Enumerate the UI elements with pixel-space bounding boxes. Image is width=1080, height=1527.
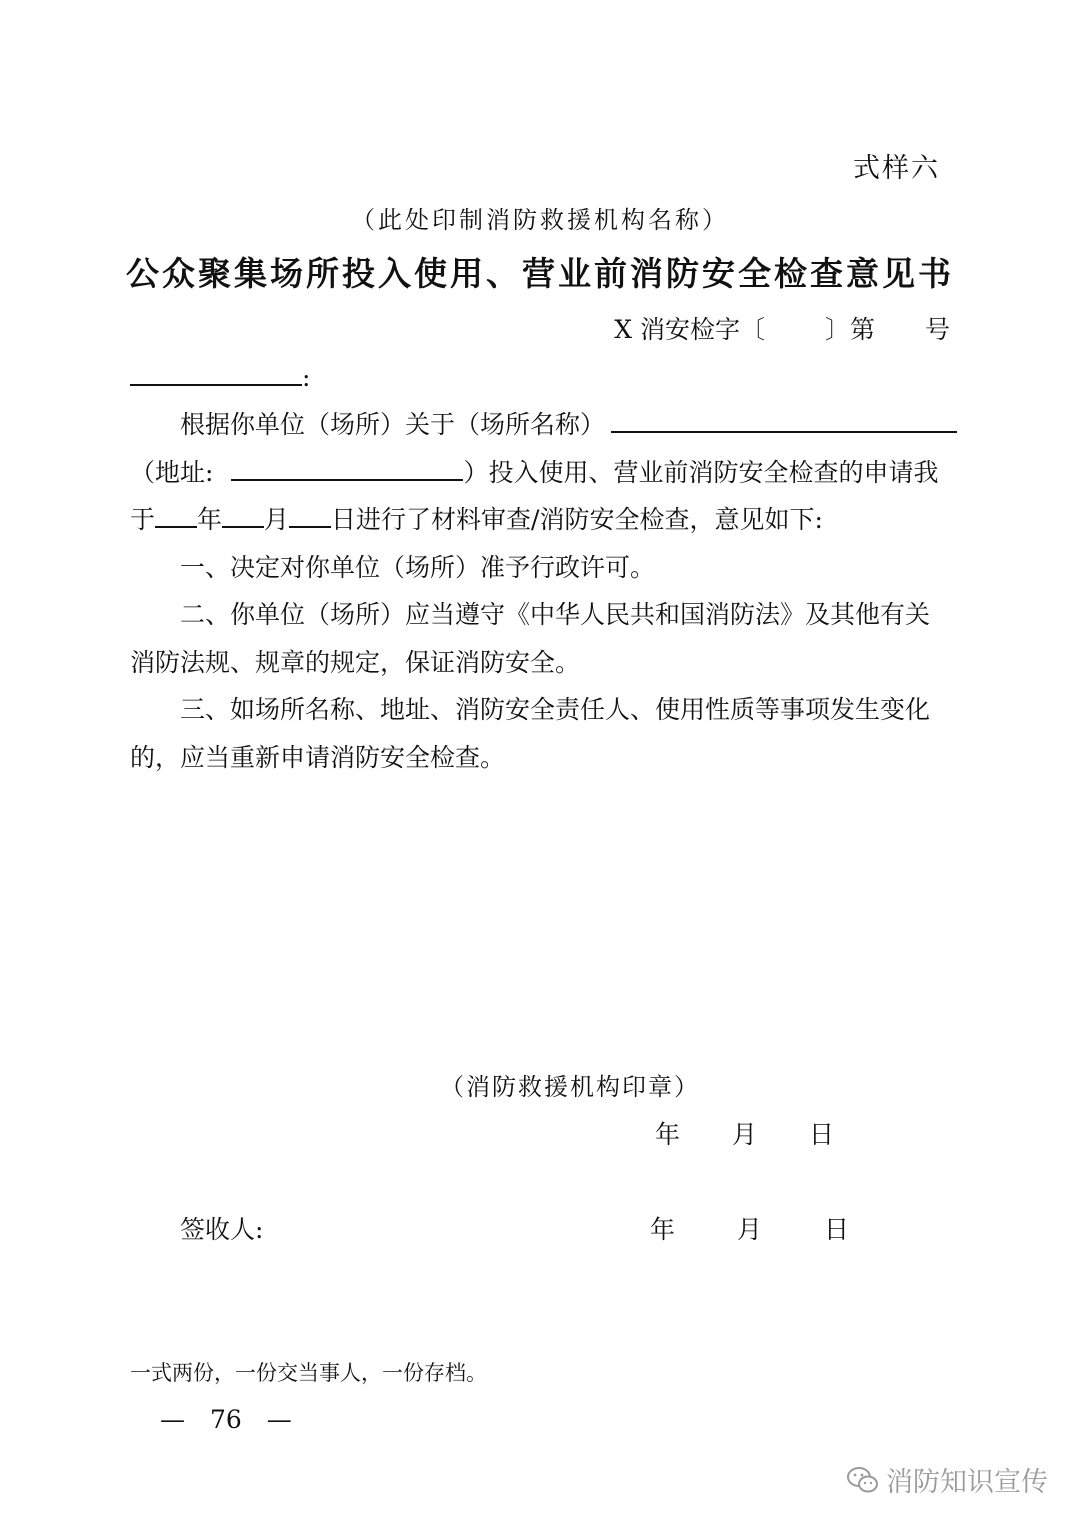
watermark — [846, 1460, 1048, 1499]
item-2-line-1: 二、你单位（场所）应当遵守《中华人民共和国消防法》及其他有关 — [180, 600, 931, 629]
page-number: — 76 — — [160, 1405, 292, 1434]
signature-label: 签收人: — [180, 1215, 264, 1244]
p2-address-label: （地址: — [130, 458, 214, 487]
paragraph-line-2 — [130, 453, 938, 489]
paragraph-line-3 — [130, 500, 823, 536]
wechat-icon — [846, 1465, 880, 1495]
seal-date — [655, 1115, 834, 1151]
signature-date — [650, 1210, 849, 1246]
doc-number-suffix: 号 — [924, 315, 950, 344]
item-1: 一、决定对你单位（场所）准予行政许可。 — [180, 553, 656, 582]
recipient-blank[interactable] — [130, 358, 302, 386]
style-label: 式样六 — [853, 153, 940, 184]
seal-year: 年 — [655, 1120, 681, 1149]
item-3-line-1: 三、如场所名称、地址、消防安全责任人、使用性质等事项发生变化 — [180, 695, 931, 724]
year-blank[interactable] — [155, 500, 197, 528]
document-number — [614, 310, 950, 346]
org-name-placeholder: （此处印制消防救援机构名称） — [351, 206, 729, 234]
item-3-line-2: 的，应当重新申请消防安全检查。 — [130, 743, 506, 772]
p3-month: 月 — [264, 505, 290, 534]
watermark-text: 消防知识宣传 — [886, 1467, 1048, 1498]
sign-month: 月 — [737, 1215, 763, 1244]
month-blank[interactable] — [222, 500, 264, 528]
doc-number-prefix: X 消安检字〔 — [614, 315, 765, 344]
paragraph-line-1 — [130, 405, 957, 441]
seal-month: 月 — [732, 1120, 758, 1149]
sign-year: 年 — [650, 1215, 676, 1244]
item-2-line-2: 消防法规、规章的规定，保证消防安全。 — [130, 648, 581, 677]
recipient-colon: : — [302, 363, 311, 392]
doc-number-bracket: 〕第 — [824, 315, 875, 344]
p3-day: 日进行了材料审查/消防安全检查，意见如下: — [331, 505, 823, 534]
venue-name-blank[interactable] — [611, 405, 957, 433]
address-blank[interactable] — [231, 453, 463, 481]
p3-prefix: 于 — [130, 505, 156, 534]
seal-day: 日 — [809, 1120, 835, 1149]
document-title: 公众聚集场所投入使用、营业前消防安全检查意见书 — [126, 254, 954, 293]
sign-day: 日 — [824, 1215, 850, 1244]
p1-text: 根据你单位（场所）关于（场所名称） — [180, 410, 606, 439]
recipient-row — [130, 358, 310, 392]
seal-label: （消防救援机构印章） — [440, 1073, 700, 1101]
p3-year: 年 — [197, 505, 223, 534]
footnote: 一式两份，一份交当事人，一份存档。 — [130, 1361, 487, 1385]
day-blank[interactable] — [289, 500, 331, 528]
p2-text: ）投入使用、营业前消防安全检查的申请我 — [463, 458, 939, 487]
